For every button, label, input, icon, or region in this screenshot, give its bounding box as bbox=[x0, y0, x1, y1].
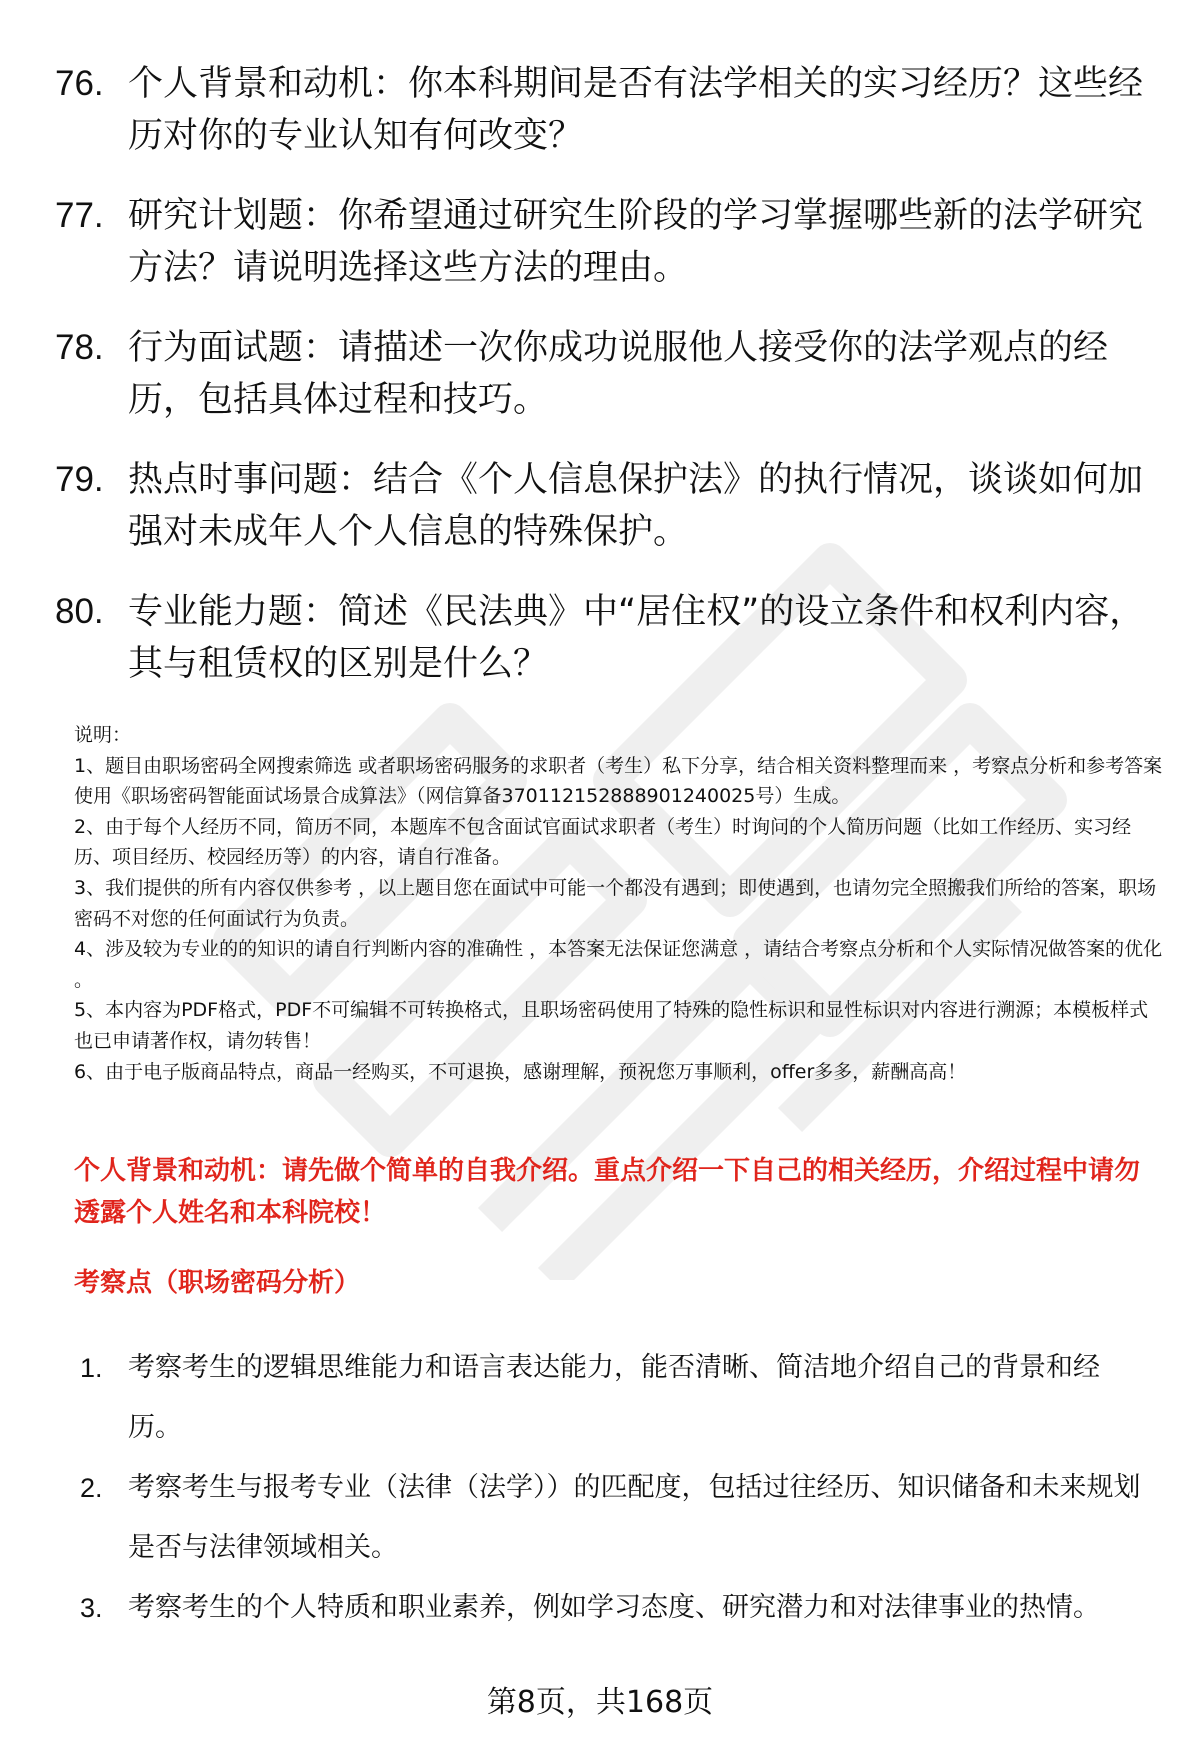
point-number: 1. bbox=[80, 1353, 103, 1383]
question-text: 热点时事问题：结合《个人信息保护法》的执行情况，谈谈如何加强对未成年人个人信息的特殊保护。 bbox=[128, 460, 1144, 552]
question-number: 79. bbox=[55, 460, 104, 499]
assessment-point bbox=[80, 1578, 1150, 1638]
section-heading: 个人背景和动机：请先做个简单的自我介绍。重点介绍一下自己的相关经历，介绍过程中请勿透露个人姓名和本科院校！ bbox=[74, 1156, 1141, 1228]
point-text: 考察考生的逻辑思维能力和语言表达能力，能否清晰、简洁地介绍自己的背景和经历。 bbox=[128, 1352, 1100, 1443]
question-text: 行为面试题：请描述一次你成功说服他人接受你的法学观点的经历，包括具体过程和技巧。 bbox=[128, 328, 1109, 420]
question-text: 专业能力题：简述《民法典》中“居住权”的设立条件和权利内容，其与租赁权的区别是什么？ bbox=[128, 592, 1145, 684]
notes-block bbox=[74, 720, 1164, 1087]
assessment-points bbox=[80, 1338, 1150, 1638]
question-number: 78. bbox=[55, 328, 104, 367]
question-item bbox=[55, 454, 1145, 558]
question-number: 80. bbox=[55, 592, 104, 631]
assessment-point bbox=[80, 1338, 1150, 1458]
note-item: 6、由于电子版商品特点，商品一经购买，不可退换，感谢理解，预祝您万事顺利，offer多多，薪酬高高！ bbox=[74, 1060, 967, 1083]
question-text: 个人背景和动机：你本科期间是否有法学相关的实习经历？这些经历对你的专业认知有何改变？ bbox=[128, 64, 1144, 156]
assessment-point bbox=[80, 1458, 1150, 1578]
point-number: 2. bbox=[80, 1473, 103, 1503]
question-item bbox=[55, 190, 1145, 294]
section-subheading: 考察点（职场密码分析） bbox=[74, 1268, 361, 1298]
question-number: 77. bbox=[55, 196, 104, 235]
page-footer: 第8页，共168页 bbox=[486, 1685, 714, 1720]
note-item: 2、由于每个人经历不同，简历不同，本题库不包含面试官面试求职者（考生）时询问的个人简历问题（比如工作经历、实习经历、项目经历、校园经历等）的内容，请自行准备。 bbox=[74, 815, 1132, 869]
question-number: 76. bbox=[55, 64, 104, 103]
notes-title: 说明： bbox=[74, 724, 132, 746]
point-text: 考察考生与报考专业（法律（法学））的匹配度，包括过往经历、知识储备和未来规划是否与法律领域相关。 bbox=[128, 1472, 1141, 1563]
point-text: 考察考生的个人特质和职业素养，例如学习态度、研究潜力和对法律事业的热情。 bbox=[128, 1592, 1100, 1623]
note-item: 5、本内容为PDF格式，PDF不可编辑不可转换格式，且职场密码使用了特殊的隐性标识和显性标识对内容进行溯源；本模板样式也已申请著作权，请勿转售！ bbox=[74, 999, 1149, 1052]
note-item: 4、涉及较为专业的的知识的请自行判断内容的准确性 ，本答案无法保证您满意 ，请结合考察点分析和个人实际情况做答案的优化 。 bbox=[74, 938, 1163, 991]
question-item bbox=[55, 586, 1145, 690]
question-text: 研究计划题：你希望通过研究生阶段的学习掌握哪些新的法学研究方法？请说明选择这些方法的理由。 bbox=[128, 196, 1144, 288]
question-list bbox=[55, 58, 1145, 718]
point-number: 3. bbox=[80, 1593, 103, 1623]
question-item bbox=[55, 322, 1145, 426]
note-item: 3、我们提供的所有内容仅供参考 ，以上题目您在面试中可能一个都没有遇到；即使遇到，也请勿完全照搬我们所给的答案，职场密码不对您的任何面试行为负责。 bbox=[74, 876, 1157, 930]
note-item: 1、题目由职场密码全网搜索筛选 或者职场密码服务的求职者（考生）私下分享，结合相关资料整理而来 ，考察点分析和参考答案使用《职场密码智能面试场景合成算法》（网信算备370112152888901240025号）生成。 bbox=[74, 754, 1163, 808]
question-item bbox=[55, 58, 1145, 162]
